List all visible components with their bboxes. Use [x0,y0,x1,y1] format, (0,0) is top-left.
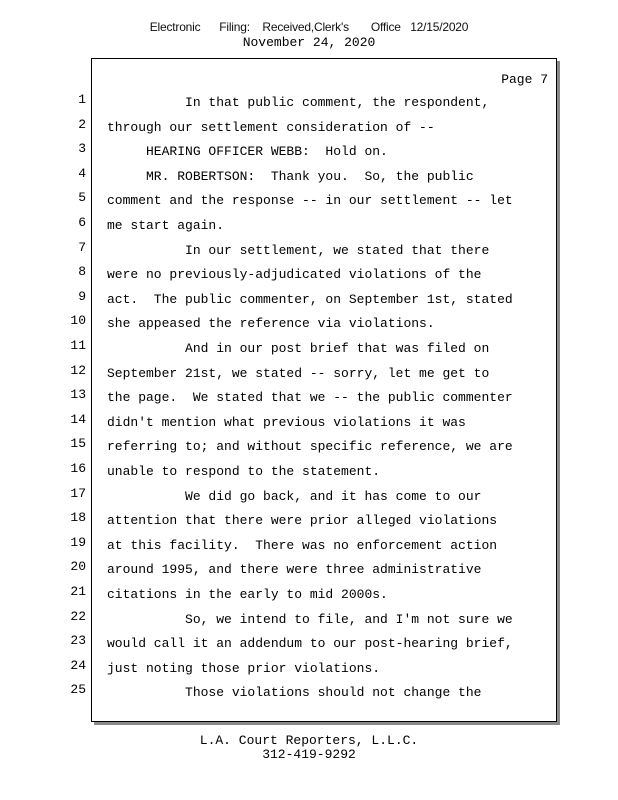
reporter-company: L.A. Court Reporters, L.L.C. [199,733,419,748]
line-number: 9 [78,288,86,304]
line-number: 11 [70,338,86,353]
stamp-office: Office [370,20,401,34]
transcript-line: And in our post brief that was filed on [107,341,490,356]
line-number: 6 [78,215,86,230]
transcript-line: just noting those prior violations. [107,660,381,676]
stamp-clerks: Clerk's [313,20,349,34]
line-number: 10 [70,313,86,329]
line-number: 13 [70,387,86,403]
transcript-line: attention that there were prior alleged violations [107,513,498,529]
line-number: 23 [70,633,86,649]
transcript-line: didn't mention what previous violations it was [107,414,466,430]
line-number: 15 [70,436,86,452]
transcript-line: she appeased the reference via violations. [107,316,435,332]
transcript-line: HEARING OFFICER WEBB: Hold on. [107,144,388,160]
transcript-line: September 21st, we stated -- sorry, let me get to [107,365,490,381]
hearing-date: November 24, 2020 [242,35,376,50]
line-number: 2 [78,116,86,132]
transcript-line: MR. ROBERTSON: Thank you. So, the public [107,168,474,184]
page-number: Page 7 [501,72,548,87]
line-number: 25 [70,682,86,698]
line-number: 18 [70,510,86,526]
transcript-line: referring to; and without specific reference, we are [107,439,513,455]
line-number: 16 [70,461,86,476]
transcript-line: In our settlement, we stated that there [107,242,490,258]
stamp-date: 12/15/2020 [410,20,469,34]
line-number: 4 [78,165,86,181]
transcript-line: citations in the early to mid 2000s. [107,587,388,602]
line-number: 12 [70,362,86,378]
transcript-line: the page. We stated that we -- the public commenter [107,390,513,406]
transcript-line: In that public comment, the respondent, [107,95,490,110]
line-number: 7 [78,239,86,255]
line-number: 5 [78,190,86,206]
transcript-line: act. The public commenter, on September 1st, stated [107,291,513,307]
transcript-line: would call it an addendum to our post-hearing brief, [107,636,513,652]
transcript-line: unable to respond to the statement. [107,464,381,479]
stamp-electronic: Electronic [149,20,201,34]
line-number: 14 [70,411,86,427]
transcript-line: Those violations should not change the [107,685,482,701]
line-number: 21 [70,584,86,599]
court-reporter-footer [0,734,618,762]
transcript-line: around 1995, and there were three administrative [107,562,482,578]
transcript-line: at this facility. There was no enforcement action [107,537,498,553]
reporter-phone: 312-419-9292 [262,747,356,762]
transcript-line: through our settlement consideration of -- [107,119,435,135]
line-number: 1 [78,92,86,107]
line-number: 17 [70,485,86,501]
transcript-line: So, we intend to file, and I'm not sure we [107,611,513,627]
transcript-line: me start again. [107,218,225,233]
line-number: 20 [70,559,86,575]
transcript-line: We did go back, and it has come to our [107,488,482,504]
transcript-line: were no previously-adjudicated violations of the [107,267,482,283]
line-number: 22 [70,608,86,624]
line-number: 19 [70,534,86,550]
stamp-filing: Filing: [219,20,250,34]
line-number: 8 [78,264,86,280]
line-number: 3 [78,141,86,157]
transcript-line: comment and the response -- in our settlement -- let [107,193,513,209]
electronic-filing-stamp [0,20,618,34]
stamp-received: Received, [262,20,314,34]
line-number: 24 [70,657,86,673]
